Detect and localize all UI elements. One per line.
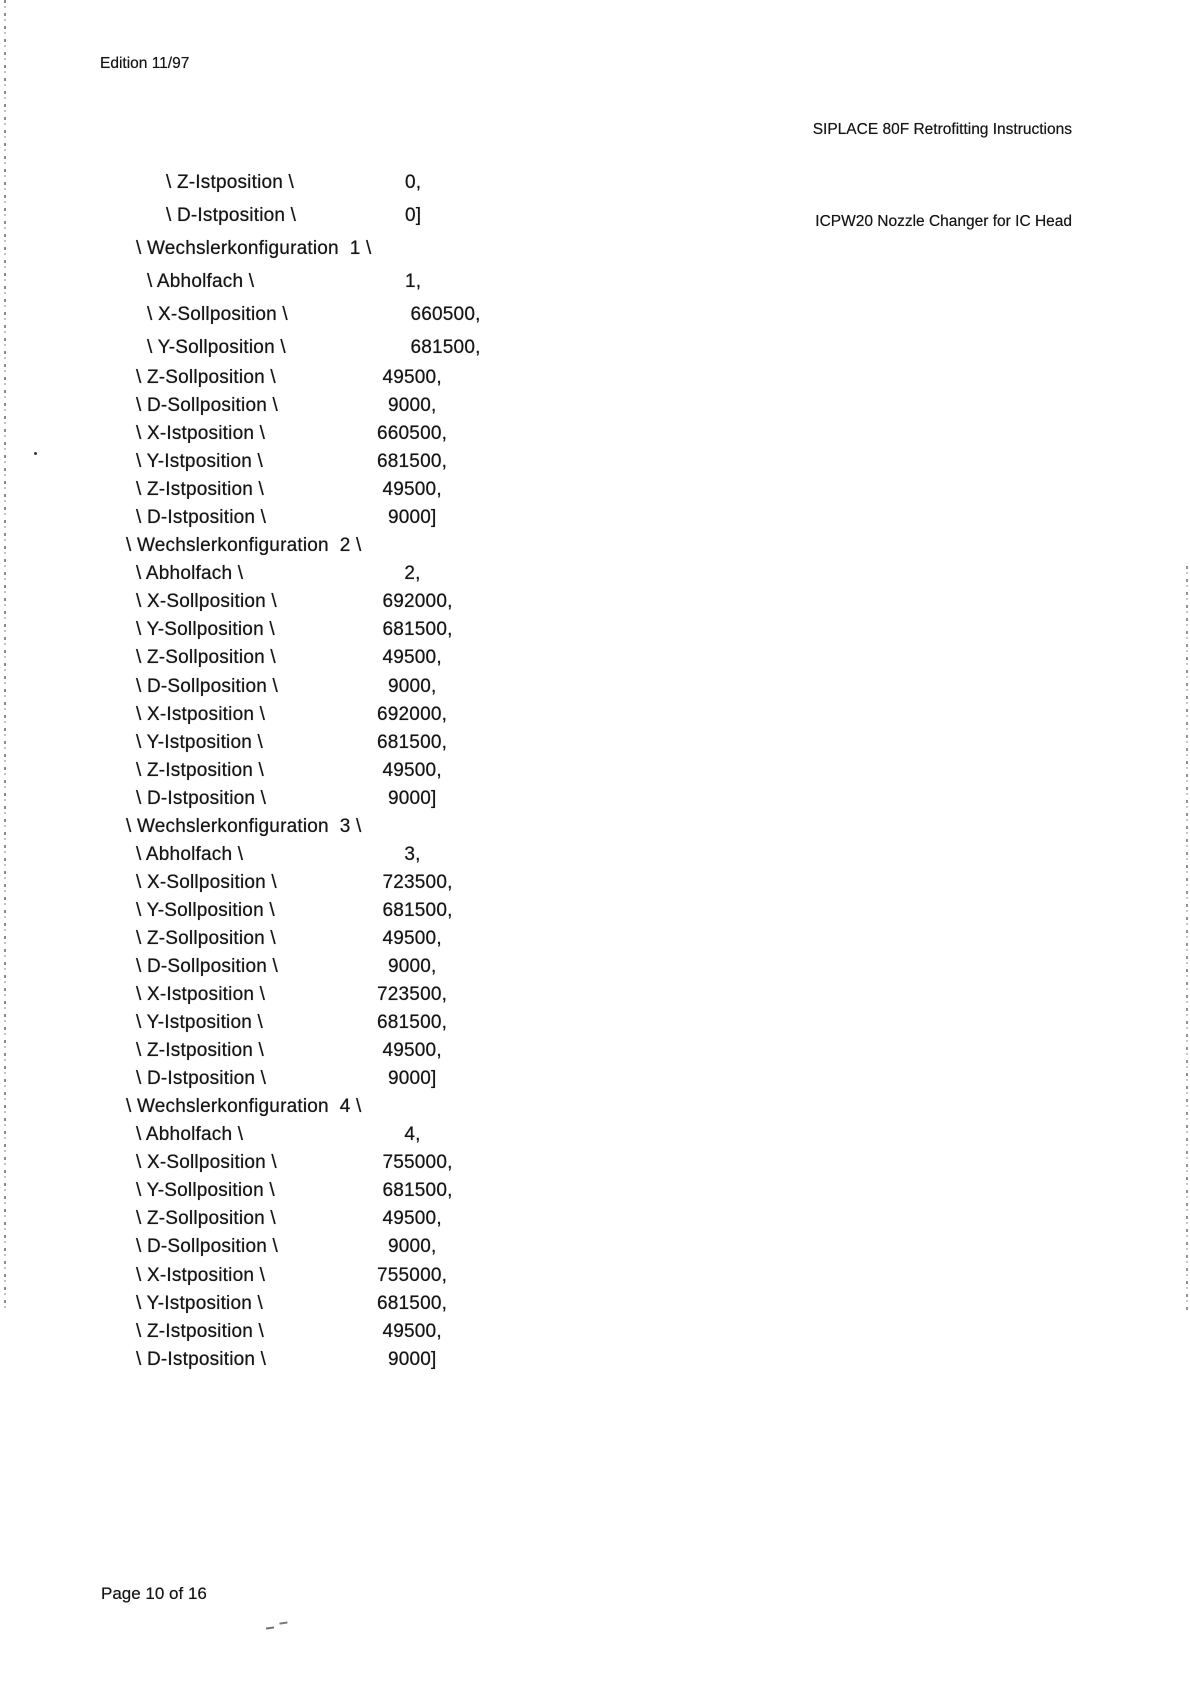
listing-line [0,1290,1190,1318]
listing-line [0,232,1190,265]
line-value: 0, [405,172,422,193]
doc-subtitle: ICPW20 Nozzle Changer for IC Head [815,212,1072,230]
configuration-listing [0,166,1190,1374]
listing-line [0,1233,1190,1261]
scan-artifact-speck [34,452,37,455]
line-value: 9000] [377,787,437,809]
line-label: \ Wechslerkonfiguration 2 \ [126,535,362,557]
listing-line [0,813,1190,841]
line-value: 681500, [377,451,448,473]
line-label: \ Z-Istposition \ [166,172,294,193]
line-value: 9000] [377,507,437,529]
listing-line [0,420,1190,448]
line-label: \ Y-Istposition \ [136,451,263,473]
listing-line [0,392,1190,420]
listing-line [0,504,1190,532]
line-label: \ X-Istposition \ [136,423,266,445]
line-value: 681500, [377,619,453,641]
line-label: \ D-Sollposition \ [136,1236,278,1258]
listing-line [0,981,1190,1009]
line-label: \ Z-Istposition \ [136,759,264,781]
line-label: \ Z-Istposition \ [136,1320,264,1342]
scan-artifact-right-edge [1186,566,1188,1312]
line-label: \ X-Sollposition \ [136,591,277,613]
line-value: 755000, [377,1152,453,1174]
line-label: \ Z-Sollposition \ [136,647,276,669]
line-value: 49500, [377,759,442,781]
line-value: 660500, [405,304,481,325]
line-value: 9000] [377,1068,437,1090]
page-number: Page 10 of 16 [101,1584,207,1603]
line-label: \ D-Sollposition \ [136,395,278,417]
edition-label: Edition 11/97 [100,55,190,72]
line-label: \ X-Sollposition \ [136,871,277,893]
line-label: \ Y-Sollposition \ [136,619,275,641]
line-label: \ D-Istposition \ [136,507,267,529]
scan-artifact-left-edge [4,0,6,1312]
line-label: \ Y-Istposition \ [136,731,263,753]
line-label: \ Y-Sollposition \ [147,337,286,358]
line-value: 2, [377,563,421,585]
line-value: 49500, [377,1040,442,1062]
line-value: 3, [377,843,421,865]
listing-line [0,166,1190,199]
line-label: \ Z-Istposition \ [136,479,264,501]
line-value: 681500, [377,1012,448,1034]
line-label: \ Z-Sollposition \ [136,927,276,949]
listing-line [0,560,1190,588]
listing-line [0,1149,1190,1177]
line-label: \ Abholfach \ [136,1124,244,1146]
listing-line [0,897,1190,925]
listing-line [0,199,1190,232]
listing-line [0,532,1190,560]
line-value: 723500, [377,984,448,1006]
listing-line [0,331,1190,364]
listing-line [0,673,1190,701]
line-value: 49500, [377,1208,442,1230]
listing-line [0,869,1190,897]
listing-line [0,757,1190,785]
listing-line [0,701,1190,729]
scan-artifact-dashes [266,1626,274,1629]
line-value: 692000, [377,703,448,725]
listing-line [0,1009,1190,1037]
listing-line [0,298,1190,331]
listing-line [0,616,1190,644]
line-label: \ D-Sollposition \ [136,675,278,697]
listing-line [0,1205,1190,1233]
line-label: \ Wechslerkonfiguration 4 \ [126,1096,362,1118]
line-value: 49500, [377,647,442,669]
listing-line [0,1121,1190,1149]
line-label: \ Y-Istposition \ [136,1292,263,1314]
line-value: 681500, [405,337,481,358]
listing-line [0,1093,1190,1121]
line-label: \ D-Istposition \ [136,787,267,809]
line-value: 9000] [377,1348,437,1370]
line-label: \ Abholfach \ [147,271,255,292]
line-label: \ Y-Istposition \ [136,1012,263,1034]
line-label: \ Z-Istposition \ [136,1040,264,1062]
line-value: 660500, [377,423,448,445]
listing-line [0,785,1190,813]
line-value: 681500, [377,899,453,921]
line-label: \ D-Istposition \ [136,1348,267,1370]
listing-line [0,841,1190,869]
listing-line [0,1318,1190,1346]
line-value: 49500, [377,927,442,949]
line-label: \ D-Sollposition \ [136,955,278,977]
listing-line [0,1065,1190,1093]
listing-line [0,476,1190,504]
line-value: 9000, [377,955,437,977]
line-label: \ X-Sollposition \ [136,1152,277,1174]
line-value: 681500, [377,731,448,753]
line-label: \ Abholfach \ [136,843,244,865]
line-value: 1, [405,271,422,292]
line-value: 9000, [377,675,437,697]
line-label: \ Abholfach \ [136,563,244,585]
line-value: 0] [405,205,422,226]
line-value: 681500, [377,1292,448,1314]
line-value: 755000, [377,1264,448,1286]
line-value: 49500, [377,367,442,388]
listing-line [0,448,1190,476]
listing-line [0,729,1190,757]
line-label: \ Y-Sollposition \ [136,899,275,921]
listing-line [0,265,1190,298]
line-value: 49500, [377,1320,442,1342]
line-value: 692000, [377,591,453,613]
line-label: \ D-Istposition \ [166,205,297,226]
line-label: \ Z-Sollposition \ [136,367,276,388]
line-value: 4, [377,1124,421,1146]
line-value: 681500, [377,1180,453,1202]
line-label: \ X-Sollposition \ [147,304,288,325]
line-label: \ X-Istposition \ [136,1264,266,1286]
listing-line [0,364,1190,392]
listing-line [0,644,1190,672]
line-label: \ Wechslerkonfiguration 3 \ [126,815,362,837]
listing-line [0,1037,1190,1065]
listing-line [0,1262,1190,1290]
line-label: \ X-Istposition \ [136,984,266,1006]
listing-line [0,1177,1190,1205]
listing-line [0,588,1190,616]
line-value: 9000, [377,1236,437,1258]
line-label: \ X-Istposition \ [136,703,266,725]
line-label: \ Z-Sollposition \ [136,1208,276,1230]
listing-line [0,953,1190,981]
line-value: 9000, [377,395,437,417]
line-label: \ Wechslerkonfiguration 1 \ [136,238,372,259]
line-label: \ Y-Sollposition \ [136,1180,275,1202]
listing-line [0,925,1190,953]
line-value: 49500, [377,479,442,501]
line-label: \ D-Istposition \ [136,1068,267,1090]
listing-line [0,1346,1190,1374]
doc-title: SIPLACE 80F Retrofitting Instructions [812,121,1072,138]
line-value: 723500, [377,871,453,893]
